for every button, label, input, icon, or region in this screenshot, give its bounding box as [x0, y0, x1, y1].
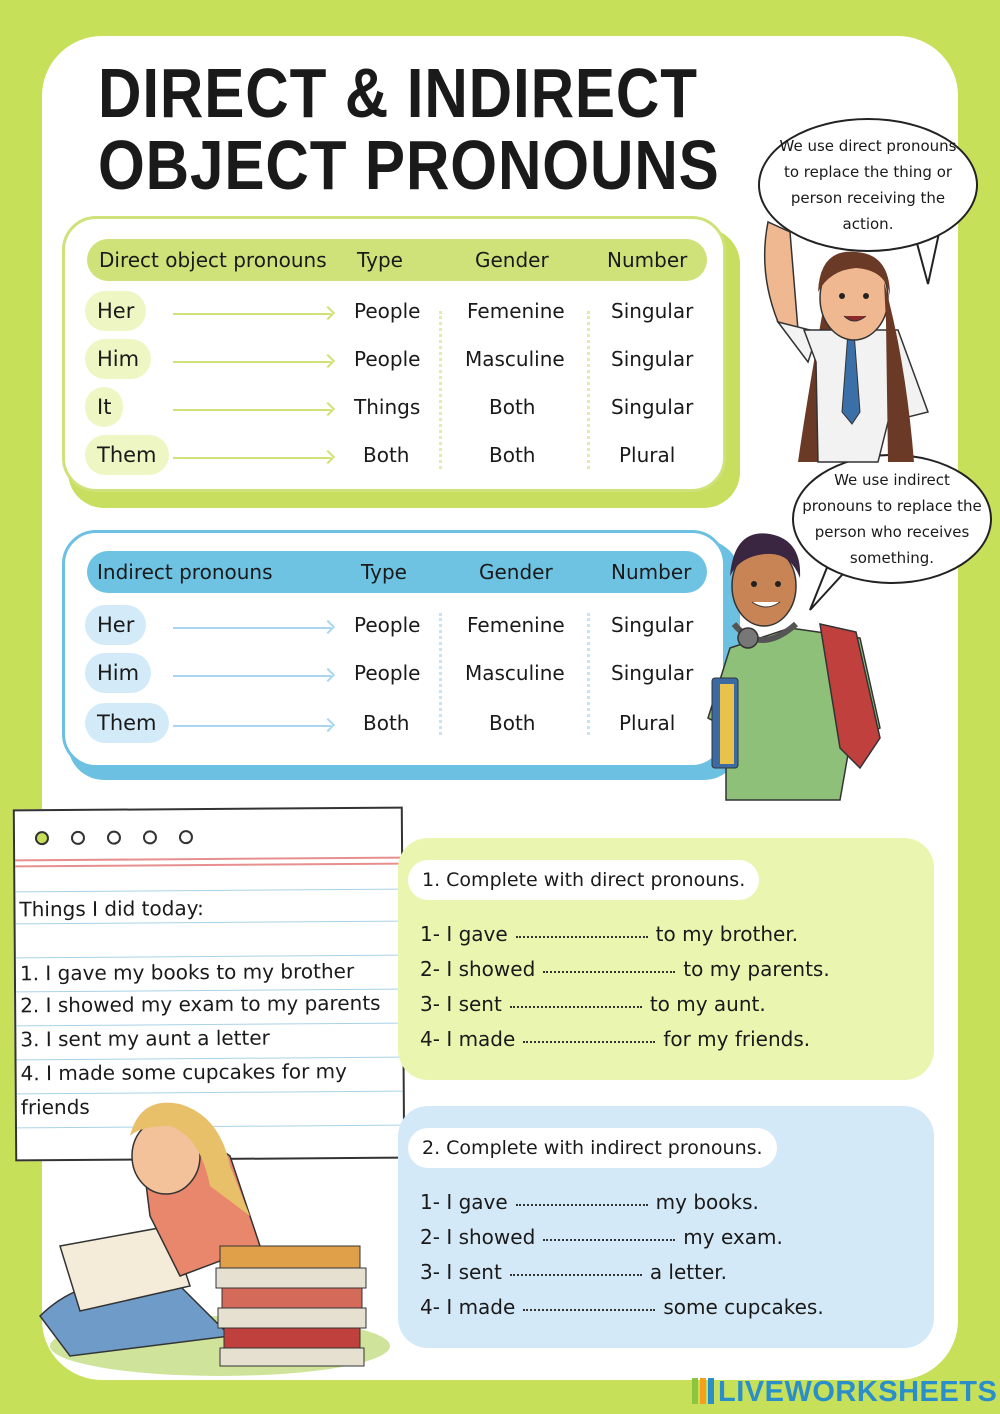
column-divider: [439, 613, 442, 735]
row-number: Singular: [611, 347, 694, 371]
exercise-direct-box: [398, 838, 934, 1080]
item-number: 1-: [420, 922, 440, 946]
item-before: I showed: [446, 1225, 536, 1249]
answer-blank[interactable]: [516, 1204, 648, 1206]
hole-icon: [143, 830, 157, 844]
item-after: my books.: [655, 1190, 759, 1214]
bubble-line: pronouns to replace the: [802, 497, 982, 515]
item-before: I gave: [446, 922, 508, 946]
item-number: 4-: [420, 1027, 440, 1051]
item-number: 4-: [420, 1295, 440, 1319]
pronoun-pill: Them: [85, 703, 169, 743]
header-number: Number: [611, 560, 692, 584]
indirect-table-header: [87, 551, 707, 593]
exercise-item: [420, 957, 830, 981]
row-gender: Masculine: [465, 661, 565, 685]
arrow-icon: [173, 627, 331, 629]
item-after: some cupcakes.: [663, 1295, 824, 1319]
answer-blank[interactable]: [510, 1274, 642, 1276]
item-number: 3-: [420, 992, 440, 1016]
row-gender: Femenine: [467, 299, 565, 323]
item-number: 2-: [420, 1225, 440, 1249]
exercise-item: [420, 1190, 759, 1214]
row-type: People: [354, 661, 421, 685]
header-gender: Gender: [475, 248, 549, 272]
pronoun-pill: Him: [85, 339, 151, 379]
row-number: Singular: [611, 395, 694, 419]
header-gender: Gender: [479, 560, 553, 584]
row-gender: Femenine: [467, 613, 565, 637]
exercise-item: [420, 922, 798, 946]
pronoun-pill: Them: [85, 435, 169, 475]
item-before: I gave: [446, 1190, 508, 1214]
pronoun-pill: Him: [85, 653, 151, 693]
answer-blank[interactable]: [523, 1309, 655, 1311]
bubble-line: to replace the thing or: [783, 163, 953, 181]
ruled-line: [17, 1091, 403, 1095]
arrow-icon: [173, 457, 331, 459]
item-before: I sent: [446, 1260, 502, 1284]
row-type: Both: [363, 443, 410, 467]
bubble-line: action.: [842, 215, 894, 233]
indirect-pronoun-table: [62, 530, 726, 768]
ruled-line: [15, 889, 401, 893]
item-number: 1-: [420, 1190, 440, 1214]
answer-blank[interactable]: [510, 1006, 642, 1008]
item-after: to my aunt.: [649, 992, 766, 1016]
row-gender: Both: [489, 443, 536, 467]
notebook-line: 4. I made some cupcakes for my: [20, 1059, 348, 1086]
item-number: 3-: [420, 1260, 440, 1284]
direct-table-header: [87, 239, 707, 281]
item-before: I showed: [446, 957, 536, 981]
notebook-line: 3. I sent my aunt a letter: [20, 1025, 270, 1052]
answer-blank[interactable]: [516, 936, 648, 938]
reading-girl-illustration: [30, 1096, 390, 1382]
exercise-item: [420, 1260, 727, 1284]
item-before: I sent: [446, 992, 502, 1016]
exercise-title: 2. Complete with indirect pronouns.: [408, 1128, 777, 1168]
header-type: Type: [357, 248, 403, 272]
exercise-item: [420, 1027, 810, 1051]
item-after: my exam.: [683, 1225, 783, 1249]
row-type: People: [354, 299, 421, 323]
answer-blank[interactable]: [543, 1239, 675, 1241]
pronoun-pill: It: [85, 387, 123, 427]
header-pronouns: Direct object pronouns: [99, 248, 327, 272]
bubble-line: person who receives: [814, 523, 970, 541]
row-type: People: [354, 613, 421, 637]
row-number: Singular: [611, 613, 694, 637]
margin-line: [15, 857, 401, 862]
row-gender: Both: [489, 395, 536, 419]
column-divider: [587, 311, 590, 469]
column-divider: [439, 311, 442, 469]
column-divider: [587, 613, 590, 735]
row-type: People: [354, 347, 421, 371]
row-gender: Both: [489, 711, 536, 735]
exercise-title: 1. Complete with direct pronouns.: [408, 860, 759, 900]
arrow-icon: [173, 409, 331, 411]
arrow-icon: [173, 361, 331, 363]
direct-pronoun-table: [62, 216, 726, 492]
row-number: Singular: [611, 299, 694, 323]
brand-mark-icon: [692, 1378, 714, 1404]
student-boy-illustration: [690, 528, 890, 804]
row-type: Both: [363, 711, 410, 735]
hole-icon: [179, 830, 193, 844]
item-before: I made: [446, 1027, 516, 1051]
item-before: I made: [446, 1295, 516, 1319]
arrow-icon: [173, 725, 331, 727]
pronoun-pill: Her: [85, 605, 146, 645]
notebook-line: 2. I showed my exam to my parents: [20, 990, 381, 1018]
row-type: Things: [354, 395, 421, 419]
notebook-heading: Things I did today:: [19, 896, 204, 922]
item-number: 2-: [420, 957, 440, 981]
bubble-line: We use indirect: [834, 471, 950, 489]
exercise-item: [420, 1295, 824, 1319]
header-pronouns: Indirect pronouns: [97, 560, 273, 584]
notebook-holes: [35, 830, 193, 845]
bubble-line: We use direct pronouns: [779, 137, 957, 155]
answer-blank[interactable]: [523, 1041, 655, 1043]
exercise-indirect-box: [398, 1106, 934, 1348]
item-after: for my friends.: [663, 1027, 811, 1051]
pronoun-pill: Her: [85, 291, 146, 331]
title-line-1: DIRECT & INDIRECT: [98, 54, 698, 132]
exercise-item: [420, 1225, 783, 1249]
arrow-icon: [173, 675, 331, 677]
arrow-icon: [173, 313, 331, 315]
row-number: Plural: [619, 711, 676, 735]
liveworksheets-logo[interactable]: [692, 1376, 997, 1409]
item-after: to my brother.: [655, 922, 799, 946]
exercise-item: [420, 992, 766, 1016]
row-gender: Masculine: [465, 347, 565, 371]
notebook-line: friends: [20, 1094, 90, 1120]
hole-icon: [35, 831, 49, 845]
hole-icon: [71, 831, 85, 845]
bubble-line: person receiving the: [790, 189, 946, 207]
ruled-line: [16, 921, 402, 925]
row-number: Singular: [611, 661, 694, 685]
ruled-line: [16, 955, 402, 959]
bubble-line: something.: [849, 549, 935, 567]
row-number: Plural: [619, 443, 676, 467]
notebook-line: 1. I gave my books to my brother: [19, 958, 355, 986]
item-after: to my parents.: [683, 957, 830, 981]
answer-blank[interactable]: [543, 971, 675, 973]
item-after: a letter.: [649, 1260, 728, 1284]
brand-name: LIVEWORKSHEETS: [718, 1376, 998, 1408]
title-line-2: OBJECT PRONOUNS: [98, 126, 720, 204]
header-type: Type: [361, 560, 407, 584]
student-girl-illustration: [738, 212, 948, 472]
hole-icon: [107, 831, 121, 845]
page-title: [98, 54, 720, 204]
margin-line: [15, 863, 401, 868]
header-number: Number: [607, 248, 688, 272]
